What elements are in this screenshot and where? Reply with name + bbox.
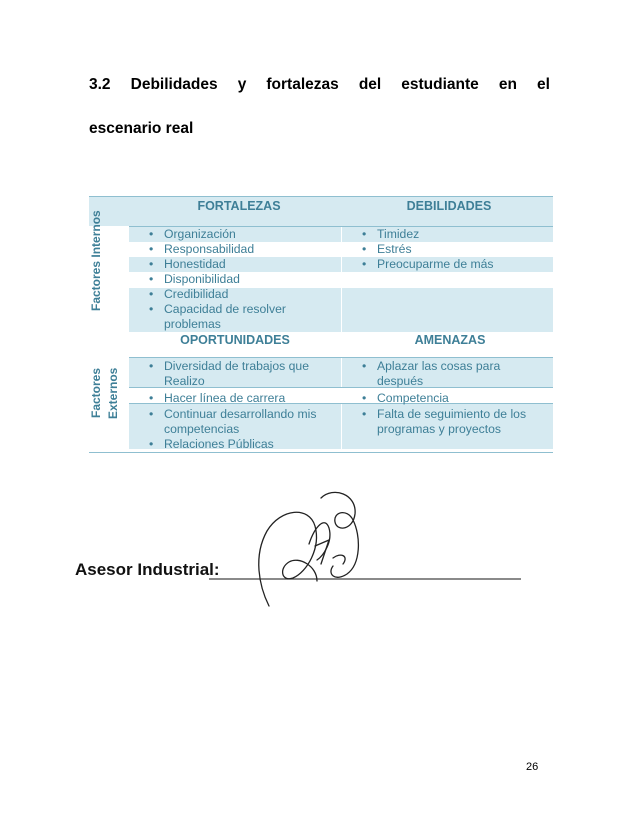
table-top-rule [89,196,553,197]
heading-word: fortalezas [266,76,339,93]
heading-word: 3.2 [89,76,111,93]
section-heading-line2: escenario real [89,120,194,137]
list-item: • Preocuparme de más [359,257,549,272]
signature-block [71,486,524,610]
list-item: • Relaciones Públicas [146,437,341,452]
fortalezas-list [146,227,341,332]
list-item: • Organización [146,227,341,242]
heading-word: y [237,76,247,93]
side-label-external-1: Factores [89,367,103,419]
heading-word: del [358,76,382,93]
list-item: • Aplazar las cosas para después [359,359,527,389]
debilidades-list [359,227,549,272]
foda-table [89,196,553,454]
heading-word: en [498,76,517,93]
page-number: 26 [526,761,539,773]
section-heading-line1 [89,76,550,94]
list-item: • Competencia [359,391,549,406]
list-item: • Capacidad de resolver problemas [146,302,319,332]
list-item: • Diversidad de trabajos que Realizo [146,359,324,389]
handwritten-signature-icon [71,486,524,610]
header-amenazas: AMENAZAS [414,333,486,347]
list-item: • Timidez [359,227,549,242]
heading-word: estudiante [401,76,479,93]
list-item: • Credibilidad [146,287,341,302]
list-item: • Hacer línea de carrera [146,391,341,406]
list-item: • Responsabilidad [146,242,341,257]
list-item: • Disponibilidad [146,272,341,287]
side-label-external-2: Externos [106,367,120,419]
oportunidades-list [146,359,341,452]
list-item: • Continuar desarrollando mis competencias [146,407,336,437]
header-debilidades: DEBILIDADES [406,199,492,213]
header-oportunidades: OPORTUNIDADES [180,333,290,347]
heading-word: Debilidades [130,76,218,93]
list-item: • Estrés [359,242,549,257]
amenazas-list [359,359,549,437]
heading-word: el [537,76,550,93]
side-label-internal: Factores Internos [89,210,103,312]
list-item: • Honestidad [146,257,341,272]
column-divider [341,226,342,332]
table-rule [129,357,553,358]
table-bottom-rule [89,452,553,453]
signature-label: Asesor Industrial: [75,560,220,579]
header-fortalezas: FORTALEZAS [197,199,281,213]
list-item: • Falta de seguimiento de los programas y proyectos [359,407,547,437]
